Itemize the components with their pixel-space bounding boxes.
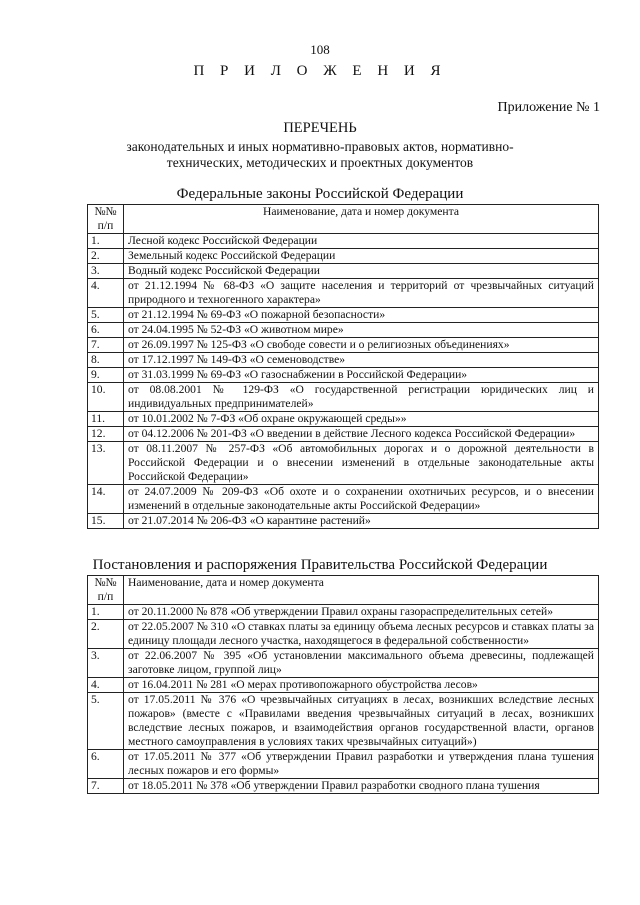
government-decrees-title: Постановления и распоряжения Правительства Российской Федерации	[92, 557, 548, 573]
table-row	[88, 234, 599, 249]
document-name: от 08.11.2007 № 257-ФЗ «Об автомобильных дорогах и о дорожной деятельности в Российской Федерации и о внесении изменений в отдельные законодательные акты Российской Федерации»	[124, 442, 599, 485]
col-header-name: Наименование, дата и номер документа	[124, 576, 599, 605]
row-number: 7.	[88, 779, 124, 794]
table-row	[88, 693, 599, 750]
table-row	[88, 308, 599, 323]
table-row	[88, 649, 599, 678]
appendix-label: Приложение № 1	[497, 100, 600, 115]
table-row	[88, 368, 599, 383]
row-number: 6.	[88, 323, 124, 338]
row-number: 2.	[88, 620, 124, 649]
row-number: 3.	[88, 649, 124, 678]
document-name: Водный кодекс Российской Федерации	[124, 264, 599, 279]
document-name: от 22.06.2007 № 395 «Об установлении максимального объема древесины, подлежащей заготовке лицом, группой лиц»	[124, 649, 599, 678]
document-name: от 20.11.2000 № 878 «Об утверждении Правил охраны газораспределительных сетей»	[124, 605, 599, 620]
table-row	[88, 485, 599, 514]
document-name: от 24.07.2009 № 209-ФЗ «Об охоте и о сохранении охотничьих ресурсов, и о внесении изменений в отдельные законодательные акты Российской Федерации»	[124, 485, 599, 514]
row-number: 8.	[88, 353, 124, 368]
table-row	[88, 323, 599, 338]
table-row	[88, 279, 599, 308]
document-name: от 21.12.1994 № 69-ФЗ «О пожарной безопасности»	[124, 308, 599, 323]
row-number: 4.	[88, 678, 124, 693]
row-number: 13.	[88, 442, 124, 485]
row-number: 4.	[88, 279, 124, 308]
document-name: от 18.05.2011 № 378 «Об утверждении Правил разработки сводного плана тушения	[124, 779, 599, 794]
document-name: от 04.12.2006 № 201-ФЗ «О введении в действие Лесного кодекса Российской Федерации»	[124, 427, 599, 442]
page-number: 108	[310, 42, 330, 57]
row-number: 6.	[88, 750, 124, 779]
row-number: 1.	[88, 605, 124, 620]
row-number: 15.	[88, 514, 124, 529]
table-row	[88, 779, 599, 794]
federal-laws-title: Федеральные законы Российской Федерации	[176, 186, 464, 202]
row-number: 11.	[88, 412, 124, 427]
document-name: от 17.12.1997 № 149-ФЗ «О семеноводстве»	[124, 353, 599, 368]
table-row	[88, 383, 599, 412]
row-number: 5.	[88, 693, 124, 750]
document-name: от 10.01.2002 № 7-ФЗ «Об охране окружающей среды»»	[124, 412, 599, 427]
document-name: Земельный кодекс Российской Федерации	[124, 249, 599, 264]
section-heading: П Р И Л О Ж Е Н И Я	[193, 63, 447, 79]
table-row	[88, 264, 599, 279]
table-row	[88, 249, 599, 264]
table-row	[88, 412, 599, 427]
row-number: 7.	[88, 338, 124, 353]
federal-laws-table	[87, 204, 599, 529]
table-row	[88, 620, 599, 649]
col-header-name: Наименование, дата и номер документа	[124, 205, 599, 234]
document-name: от 26.09.1997 № 125-ФЗ «О свободе совести и о религиозных объединениях»	[124, 338, 599, 353]
table-row	[88, 353, 599, 368]
document-name: от 17.05.2011 № 376 «О чрезвычайных ситуациях в лесах, возникших вследствие лесных пожаров» (вместе с «Правилами введения чрезвычайных ситуаций в лесах, возникших вследствие лесных пожаров, и взаимодействия органов государственной власти, органов местного самоуправления в условиях таких чрезвычайных ситуаций»)	[124, 693, 599, 750]
document-name: от 24.04.1995 № 52-ФЗ «О животном мире»	[124, 323, 599, 338]
table-header-row	[88, 205, 599, 234]
row-number: 9.	[88, 368, 124, 383]
table-row	[88, 750, 599, 779]
table-row	[88, 514, 599, 529]
row-number: 12.	[88, 427, 124, 442]
document-name: от 21.12.1994 № 68-ФЗ «О защите населения и территорий от чрезвычайных ситуаций природного и техногенного характера»	[124, 279, 599, 308]
document-name: от 31.03.1999 № 69-ФЗ «О газоснабжении в Российской Федерации»	[124, 368, 599, 383]
document-name: от 17.05.2011 № 377 «Об утверждении Правил разработки и утверждения плана тушения лесных пожаров и его формы»	[124, 750, 599, 779]
table-row	[88, 338, 599, 353]
col-header-number: №№ п/п	[88, 205, 124, 234]
col-header-number: №№ п/п	[88, 576, 124, 605]
list-title: ПЕРЕЧЕНЬ	[283, 120, 357, 136]
government-decrees-table	[87, 575, 599, 794]
list-subtitle: законодательных и иных нормативно-правовых актов, нормативно-технических, методических и проектных документов	[126, 139, 514, 170]
row-number: 5.	[88, 308, 124, 323]
document-name: от 22.05.2007 № 310 «О ставках платы за единицу объема лесных ресурсов и ставках платы за единицу площади лесного участка, находящегося в федеральной собственности»	[124, 620, 599, 649]
document-name: от 08.08.2001 № 129-ФЗ «О государственной регистрации юридических лиц и индивидуальных предпринимателей»	[124, 383, 599, 412]
table-header-row	[88, 576, 599, 605]
table-row	[88, 678, 599, 693]
row-number: 1.	[88, 234, 124, 249]
table-row	[88, 427, 599, 442]
row-number: 14.	[88, 485, 124, 514]
document-name: от 16.04.2011 № 281 «О мерах противопожарного обустройства лесов»	[124, 678, 599, 693]
row-number: 2.	[88, 249, 124, 264]
table-row	[88, 442, 599, 485]
row-number: 10.	[88, 383, 124, 412]
document-name: Лесной кодекс Российской Федерации	[124, 234, 599, 249]
row-number: 3.	[88, 264, 124, 279]
table-row	[88, 605, 599, 620]
document-name: от 21.07.2014 № 206-ФЗ «О карантине растений»	[124, 514, 599, 529]
